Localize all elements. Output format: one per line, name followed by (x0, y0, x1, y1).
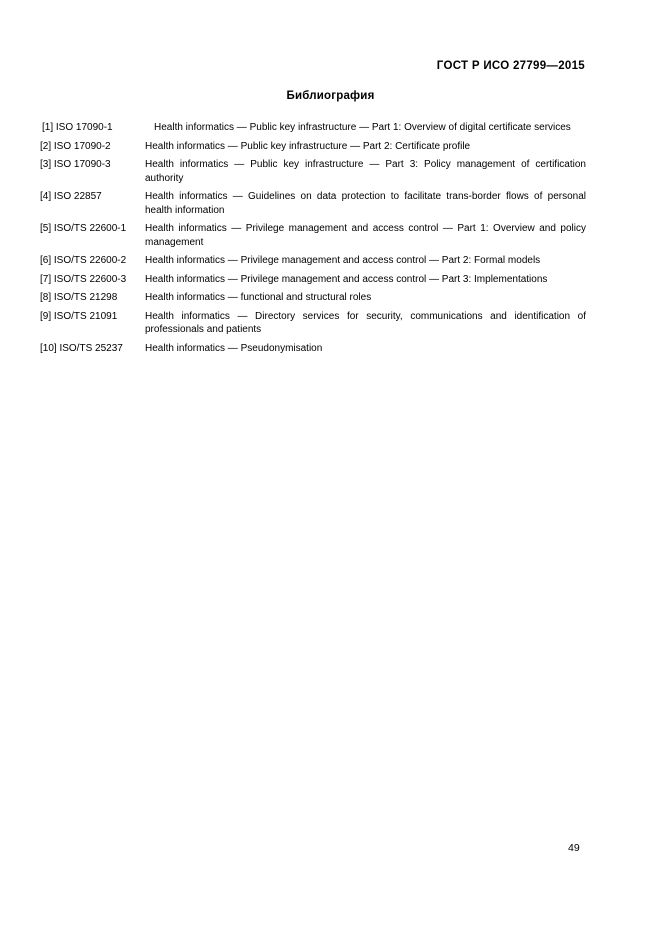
bibliography-entry-number: [6] ISO/TS 22600-2 (40, 255, 127, 266)
bibliography-entry-text: Health informatics — Privilege management and access control — Part 3: Implementations (145, 273, 548, 285)
bibliography-entry-text: Health informatics — Guidelines on data protection to facilitate trans-border flows of personal health information (145, 191, 586, 216)
bibliography-entry-text: Health informatics — Public key infrastructure — Part 1: Overview of digital certificate services (154, 122, 571, 133)
page-header-standard-code: ГОСТ Р ИСО 27799—2015 (436, 60, 585, 72)
bibliography-entry-number: [3] ISO 17090-3 (40, 159, 111, 170)
list-item (40, 190, 586, 217)
bibliography-entry-number: [10] ISO/TS 25237 (40, 342, 123, 354)
bibliography-list (40, 121, 586, 360)
bibliography-entry-text: Health informatics — functional and structural roles (145, 292, 372, 303)
list-item (40, 273, 586, 287)
bibliography-entry-number: [9] ISO/TS 21091 (40, 310, 118, 322)
bibliography-entry-number: [5] ISO/TS 22600-1 (40, 223, 127, 234)
bibliography-entry-text: Health informatics — Directory services for security, communications and identification of professionals and patients (145, 310, 586, 335)
list-item (40, 140, 586, 154)
bibliography-entry-number: [1] ISO 17090-1 (42, 122, 113, 133)
bibliography-entry-number: [8] ISO/TS 21298 (40, 292, 118, 303)
list-item (40, 254, 586, 268)
bibliography-entry-number: [2] ISO 17090-2 (40, 140, 111, 152)
list-item (40, 342, 586, 356)
list-item (40, 121, 586, 135)
list-item (40, 222, 586, 249)
bibliography-entry-text: Health informatics — Public key infrastructure — Part 3: Policy management of certification authority (145, 159, 586, 184)
bibliography-entry-number: [4] ISO 22857 (40, 191, 102, 202)
list-item (40, 310, 586, 337)
bibliography-entry-text: Health informatics — Privilege management and access control — Part 2: Formal models (145, 255, 541, 266)
page-number: 49 (568, 842, 580, 854)
list-item (40, 158, 586, 185)
bibliography-entry-text: Health informatics — Privilege management and access control — Part 1: Overview and policy management (145, 223, 586, 248)
bibliography-entry-text: Health informatics — Pseudonymisation (145, 342, 323, 354)
bibliography-entry-number: [7] ISO/TS 22600-3 (40, 273, 127, 285)
list-item (40, 291, 586, 305)
bibliography-entry-text: Health informatics — Public key infrastructure — Part 2: Certificate profile (145, 140, 471, 152)
page-title: Библиография (286, 90, 375, 102)
